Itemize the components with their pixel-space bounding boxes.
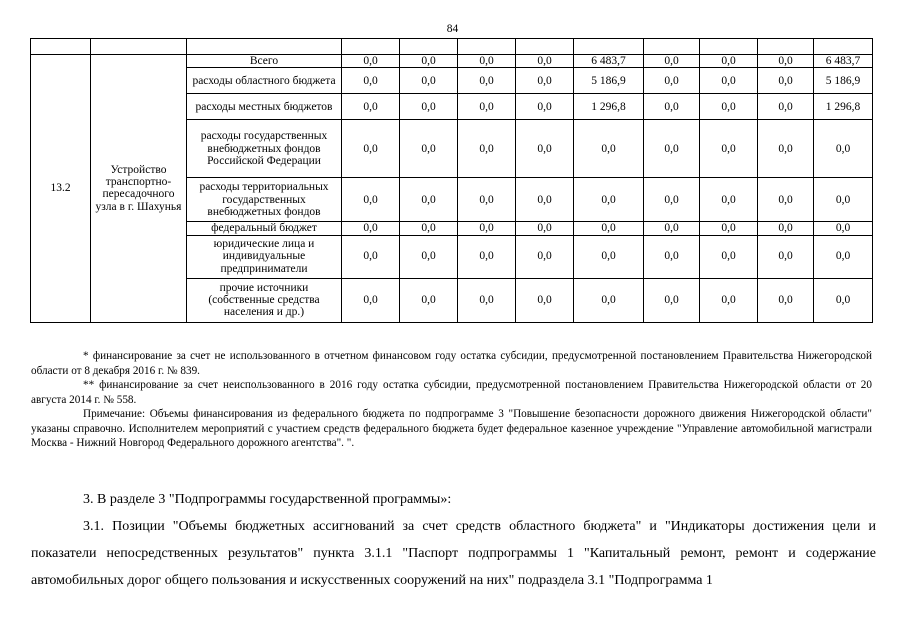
value-cell: 0,0: [700, 94, 758, 120]
value-cell: 0,0: [400, 278, 458, 322]
value-cell: 0,0: [700, 68, 758, 94]
value-cell: 0,0: [758, 55, 814, 68]
value-cell: 0,0: [516, 235, 574, 278]
value-cell: 0,0: [342, 278, 400, 322]
value-cell: 0,0: [574, 278, 644, 322]
item-code: 13.2: [31, 55, 91, 323]
value-cell: 0,0: [458, 222, 516, 235]
value-cell: 0,0: [400, 55, 458, 68]
value-cell: 0,0: [644, 235, 700, 278]
value-cell: 0,0: [814, 120, 873, 178]
value-cell: 0,0: [574, 222, 644, 235]
budget-table: [30, 38, 873, 323]
value-cell: 0,0: [814, 278, 873, 322]
section-3-heading: 3. В разделе 3 "Подпрограммы государственной программы»:: [83, 492, 452, 507]
value-cell: 0,0: [400, 178, 458, 222]
value-cell: 0,0: [400, 235, 458, 278]
item-name: Устройство транспортно-пересадочного узла в г. Шахунья: [91, 55, 187, 323]
value-cell: 0,0: [644, 178, 700, 222]
value-cell: 0,0: [644, 278, 700, 322]
value-cell: 0,0: [814, 178, 873, 222]
value-cell: 1 296,8: [814, 94, 873, 120]
value-cell: 0,0: [758, 278, 814, 322]
value-cell: 0,0: [574, 178, 644, 222]
value-cell: 6 483,7: [574, 55, 644, 68]
value-cell: 0,0: [700, 55, 758, 68]
value-cell: 0,0: [400, 222, 458, 235]
footnotes: [31, 349, 872, 451]
value-cell: 0,0: [758, 68, 814, 94]
value-cell: 0,0: [758, 94, 814, 120]
footnote-2: ** финансирование за счет неиспользованного в 2016 году остатка субсидии, предусмотренной постановлением Правительства Нижегородской области от 20 августа 2014 г. № 558.: [31, 379, 872, 406]
value-cell: 0,0: [458, 178, 516, 222]
value-cell: 0,0: [644, 94, 700, 120]
value-cell: 0,0: [814, 222, 873, 235]
value-cell: 0,0: [458, 55, 516, 68]
value-cell: 5 186,9: [814, 68, 873, 94]
value-cell: 0,0: [758, 178, 814, 222]
value-cell: 0,0: [758, 120, 814, 178]
value-cell: 0,0: [516, 68, 574, 94]
footnote-note: Примечание: Объемы финансирования из федерального бюджета по подпрограмме 3 "Повышение безопасности дорожного движения Нижегородской области" указаны справочно. Исполнителем мероприятий с участием средств федерального бюджета будет федеральное казенное учреждение "Управление автомобильной магистрали Москва - Нижний Новгород Федерального дорожного агентства". ".: [31, 408, 872, 449]
value-cell: 6 483,7: [814, 55, 873, 68]
value-cell: 0,0: [342, 235, 400, 278]
section-heading: [31, 486, 876, 513]
value-cell: 0,0: [516, 222, 574, 235]
value-cell: 0,0: [400, 120, 458, 178]
value-cell: 0,0: [516, 120, 574, 178]
value-cell: 0,0: [458, 68, 516, 94]
funding-source-label: расходы местных бюджетов: [187, 94, 342, 120]
value-cell: 0,0: [458, 235, 516, 278]
value-cell: 0,0: [516, 55, 574, 68]
value-cell: 0,0: [814, 235, 873, 278]
value-cell: 0,0: [644, 120, 700, 178]
table-header-row: [31, 39, 873, 55]
value-cell: 0,0: [342, 120, 400, 178]
value-cell: 0,0: [758, 222, 814, 235]
value-cell: 0,0: [700, 235, 758, 278]
funding-source-label: расходы государственных внебюджетных фондов Российской Федерации: [187, 120, 342, 178]
page-number: 84: [446, 23, 459, 35]
value-cell: 0,0: [516, 278, 574, 322]
value-cell: 1 296,8: [574, 94, 644, 120]
body-paragraph: [31, 513, 876, 594]
value-cell: 0,0: [574, 235, 644, 278]
footnote-1: * финансирование за счет не использованного в отчетном финансовом году остатка субсидии, предусмотренной постановлением Правительства Нижегородской области от 8 декабря 2016 г. № 839.: [31, 350, 872, 377]
paragraph-3-1: 3.1. Позиции "Объемы бюджетных ассигнований за счет средств областного бюджета" и "Индикаторы достижения цели и показатели непосредственных результатов" пункта 3.1.1 "Паспорт подпрограммы 1 "Капитальный ремонт, ремонт и содержание автомобильных дорог общего пользования и искусственных сооружений на них" подраздела 3.1 "Подпрограмма 1: [31, 519, 876, 588]
value-cell: 0,0: [758, 235, 814, 278]
value-cell: 0,0: [516, 178, 574, 222]
value-cell: 0,0: [644, 55, 700, 68]
value-cell: 0,0: [342, 222, 400, 235]
value-cell: 0,0: [458, 120, 516, 178]
value-cell: 0,0: [644, 222, 700, 235]
funding-source-label: юридические лица и индивидуальные предприниматели: [187, 235, 342, 278]
value-cell: 0,0: [342, 68, 400, 94]
value-cell: 0,0: [700, 120, 758, 178]
value-cell: 0,0: [516, 94, 574, 120]
value-cell: 0,0: [342, 94, 400, 120]
funding-source-label: Всего: [187, 55, 342, 68]
value-cell: 0,0: [458, 94, 516, 120]
funding-source-label: расходы территориальных государственных внебюджетных фондов: [187, 178, 342, 222]
value-cell: 0,0: [644, 68, 700, 94]
funding-source-label: прочие источники (собственные средства населения и др.): [187, 278, 342, 322]
funding-source-label: расходы областного бюджета: [187, 68, 342, 94]
value-cell: 0,0: [400, 94, 458, 120]
value-cell: 0,0: [342, 55, 400, 68]
value-cell: 5 186,9: [574, 68, 644, 94]
value-cell: 0,0: [700, 178, 758, 222]
value-cell: 0,0: [458, 278, 516, 322]
table-row: [31, 55, 873, 68]
value-cell: 0,0: [400, 68, 458, 94]
value-cell: 0,0: [700, 278, 758, 322]
funding-source-label: федеральный бюджет: [187, 222, 342, 235]
value-cell: 0,0: [342, 178, 400, 222]
value-cell: 0,0: [700, 222, 758, 235]
value-cell: 0,0: [574, 120, 644, 178]
